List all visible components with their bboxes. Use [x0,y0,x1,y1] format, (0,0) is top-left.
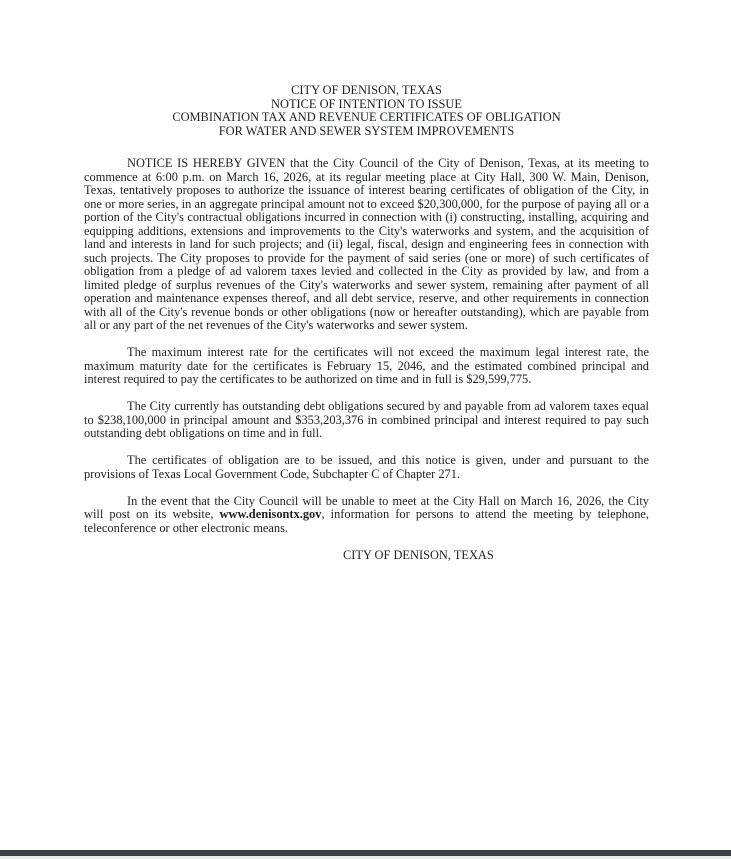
document-content [84,84,649,562]
notice-paragraph: NOTICE IS HEREBY GIVEN that the City Council of the City of Denison, Texas, at its meeting to commence at 6:00 p.m. on March 16, 2026, at its regular meeting place at City Hall, 300 W. Main, Denison, Texas, tentatively proposes to authorize the issuance of interest bearing certificates of obligation of the City, in one or more series, in an aggregate principal amount not to exceed $20,300,000, for the purpose of paying all or a portion of the City's contractual obligations incurred in connection with (i) constructing, installing, acquiring and equipping additions, extensions and improvements to the City's waterworks and system, and the acquisition of land and interests in land for such projects; and (ii) legal, fiscal, design and engineering fees in connection with such projects. The City proposes to provide for the payment of said series (one or more) of such certificates of obligation from a pledge of ad valorem taxes levied and collected in the City as provided by law, and from a limited pledge of surplus revenues of the City's waterworks and sewer system, remaining after payment of all operation and maintenance expenses thereof, and all debt service, reserve, and other requirements in connection with all of the City's revenue bonds or other obligations (now or hereafter outstanding), which are payable from all or any part of the net revenues of the City's waterworks and sewer system. [84,156,649,332]
title-line-purpose: FOR WATER AND SEWER SYSTEM IMPROVEMENTS [218,123,515,138]
title-line-certificates: COMBINATION TAX AND REVENUE CERTIFICATES OF OBLIGATION [172,110,561,124]
title-line-notice: NOTICE OF INTENTION TO ISSUE [271,96,462,111]
signature-line: CITY OF DENISON, TEXAS [343,547,494,562]
title-line-city: CITY OF DENISON, TEXAS [291,83,442,97]
outstanding-debt-paragraph: The City currently has outstanding debt obligations secured by and payable from ad valorem taxes equal to $238,100,000 in principal amount and $353,203,376 in combined principal and interest required to pay such outstanding debt obligations on time and in full. [84,399,649,440]
statute-paragraph: The certificates of obligation are to be issued, and this notice is given, under and pursuant to the provisions of Texas Local Government Code, Subchapter C of Chapter 271. [84,453,649,481]
closing-paragraph [84,495,649,536]
interest-rate-paragraph: The maximum interest rate for the certificates will not exceed the maximum legal interest rate, the maximum maturity date for the certificates is February 15, 2046, and the estimated combined principal and interest required to pay the certificates to be authorized on time and in full is $29,599,775. [84,345,649,386]
document-title [84,84,649,138]
website-url: www.denisontx.gov [219,507,322,521]
closing-text-after: , information for persons to attend the meeting by telephone, teleconference or other electronic means. [84,507,649,535]
closing-text-before: In the event that the City Council will be unable to meet at the City Hall on March 16, 2026, the City will post on its website, [84,493,649,521]
